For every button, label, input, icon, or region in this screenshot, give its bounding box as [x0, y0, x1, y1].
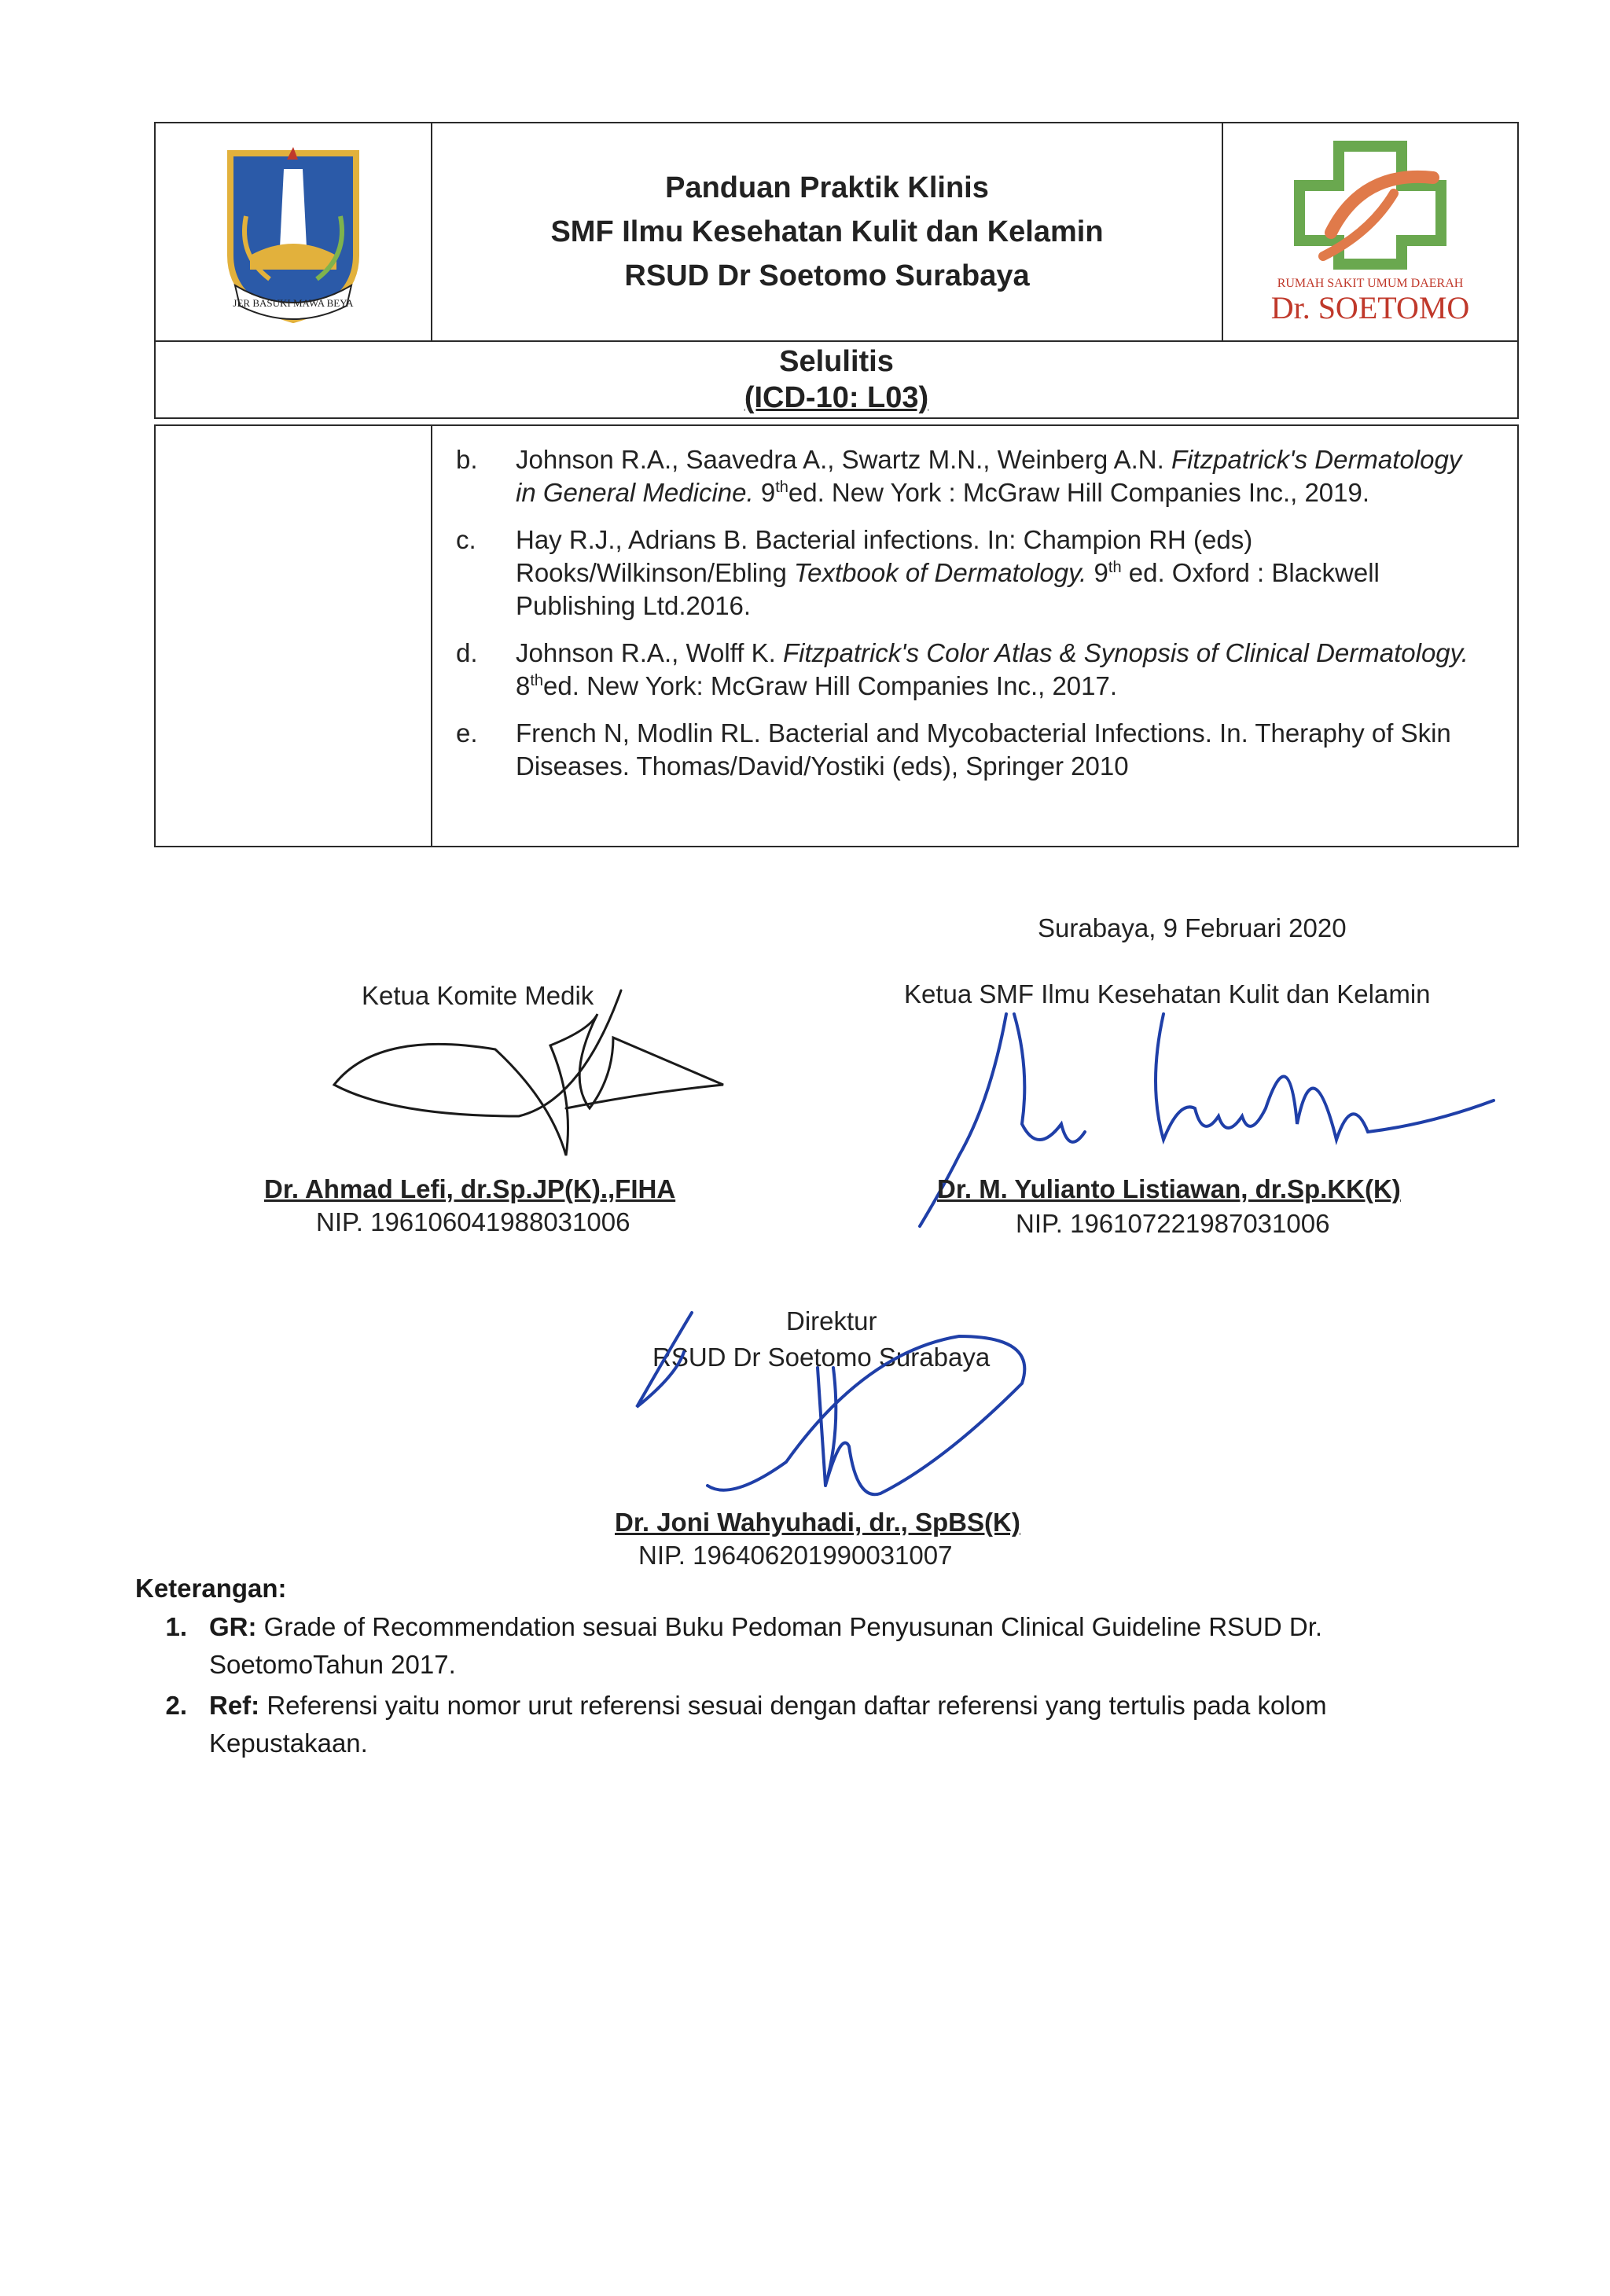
note-text: Grade of Recommendation sesuai Buku Pedoman Penyusunan Clinical Guideline RSUD Dr. SoetomoTahun 2017. [209, 1612, 1323, 1679]
left-signatory-nip: NIP. 196106041988031006 [316, 1207, 630, 1236]
reference-letter: b. [456, 445, 478, 474]
crest-motto: JER BASUKI MAWA BEYA [233, 297, 354, 309]
left-signatory-name: Dr. Ahmad Lefi, dr.Sp.JP(K).,FIHA [264, 1174, 676, 1203]
reference-edition: 9 [753, 478, 776, 507]
reference-letter: c. [456, 525, 476, 554]
reference-authors: Johnson R.A., Saavedra A., Swartz M.N., Weinberg A.N. [516, 445, 1171, 474]
director-name: Dr. Joni Wahyuhadi, dr., SpBS(K) [615, 1508, 1020, 1537]
note-number: 2. [165, 1691, 187, 1720]
reference-publisher: ed. New York: McGraw Hill Companies Inc., 2017. [543, 671, 1118, 700]
reference-publisher: ed. New York : McGraw Hill Companies Inc., 2019. [788, 478, 1370, 507]
reference-edition-suffix: th [1108, 559, 1122, 576]
reference-letter: d. [456, 638, 478, 667]
note-item [135, 1608, 1472, 1684]
note-number: 1. [165, 1612, 187, 1641]
reference-authors: Johnson R.A., Wolff K. [516, 638, 783, 667]
reference-edition-suffix: th [530, 672, 544, 689]
notes-title: Keterangan: [135, 1574, 287, 1603]
director-institution: RSUD Dr Soetomo Surabaya [652, 1343, 991, 1372]
reference-item [456, 717, 1486, 783]
header-line-2: SMF Ilmu Kesehatan Kulit dan Kelamin [550, 215, 1104, 248]
header-table [154, 122, 1519, 419]
header-line-1: Panduan Praktik Klinis [665, 171, 989, 204]
hospital-cross-icon [1276, 138, 1465, 272]
logo-subtitle: RUMAH SAKIT UMUM DAERAH [1277, 277, 1464, 290]
reference-letter: e. [456, 718, 478, 748]
crest-icon [215, 138, 372, 326]
right-signatory-nip: NIP. 196107221987031006 [1016, 1209, 1330, 1238]
reference-edition: 9 [1086, 558, 1108, 587]
references-label-cell [156, 426, 432, 846]
header-row [156, 123, 1517, 342]
logo-name: Dr. SOETOMO [1270, 290, 1470, 325]
rsud-soetomo-logo [1222, 123, 1517, 340]
reference-edition: 8 [516, 671, 531, 700]
reference-publisher: ed. Oxford : Blackwell Publishing Ltd.2016. [516, 558, 1380, 620]
note-term: Ref: [209, 1691, 260, 1720]
document-title: Selulitis [779, 345, 894, 378]
reference-item [456, 523, 1486, 623]
left-signatory-role: Ketua Komite Medik [362, 981, 594, 1010]
left-signature-icon [330, 983, 739, 1171]
title-row [156, 342, 1517, 417]
director-nip: NIP. 196406201990031007 [638, 1541, 953, 1570]
references-table [154, 424, 1519, 847]
right-signature-icon [912, 1006, 1509, 1242]
header-line-3: RSUD Dr Soetomo Surabaya [624, 259, 1030, 292]
place-date: Surabaya, 9 Februari 2020 [1038, 913, 1347, 942]
note-term: GR: [209, 1612, 257, 1641]
director-signature-icon [629, 1305, 1069, 1541]
icd-code: (ICD-10: L03) [744, 381, 929, 414]
reference-book-title: Fitzpatrick's Color Atlas & Synopsis of Clinical Dermatology. [782, 638, 1468, 667]
reference-item [456, 637, 1486, 703]
note-item [135, 1687, 1472, 1762]
east-java-crest-logo [156, 123, 432, 340]
references-list [432, 426, 1517, 846]
reference-item [456, 443, 1486, 509]
director-role: Direktur [786, 1306, 877, 1335]
reference-authors: Hay R.J., Adrians B. Bacterial infections. In: Champion RH (eds) Rooks/Wilkinson/Ebling [516, 525, 1253, 587]
right-signatory-role: Ketua SMF Ilmu Kesehatan Kulit dan Kelamin [904, 979, 1431, 1008]
reference-authors: French N, Modlin RL. Bacterial and Mycobacterial Infections. In. Theraphy of Skin Diseases. Thomas/David/Yostiki (eds), Springer 2010 [516, 718, 1451, 781]
header-title-block [432, 123, 1222, 340]
reference-book-title: Fitzpatrick's Dermatology in General Medicine. [516, 445, 1462, 507]
notes-section [135, 1572, 1472, 1762]
note-text: Referensi yaitu nomor urut referensi sesuai dengan daftar referensi yang tertulis pada kolom Kepustakaan. [209, 1691, 1327, 1758]
right-signatory-name: Dr. M. Yulianto Listiawan, dr.Sp.KK(K) [937, 1174, 1401, 1203]
reference-edition-suffix: th [775, 479, 788, 496]
reference-book-title: Textbook of Dermatology. [793, 558, 1087, 587]
